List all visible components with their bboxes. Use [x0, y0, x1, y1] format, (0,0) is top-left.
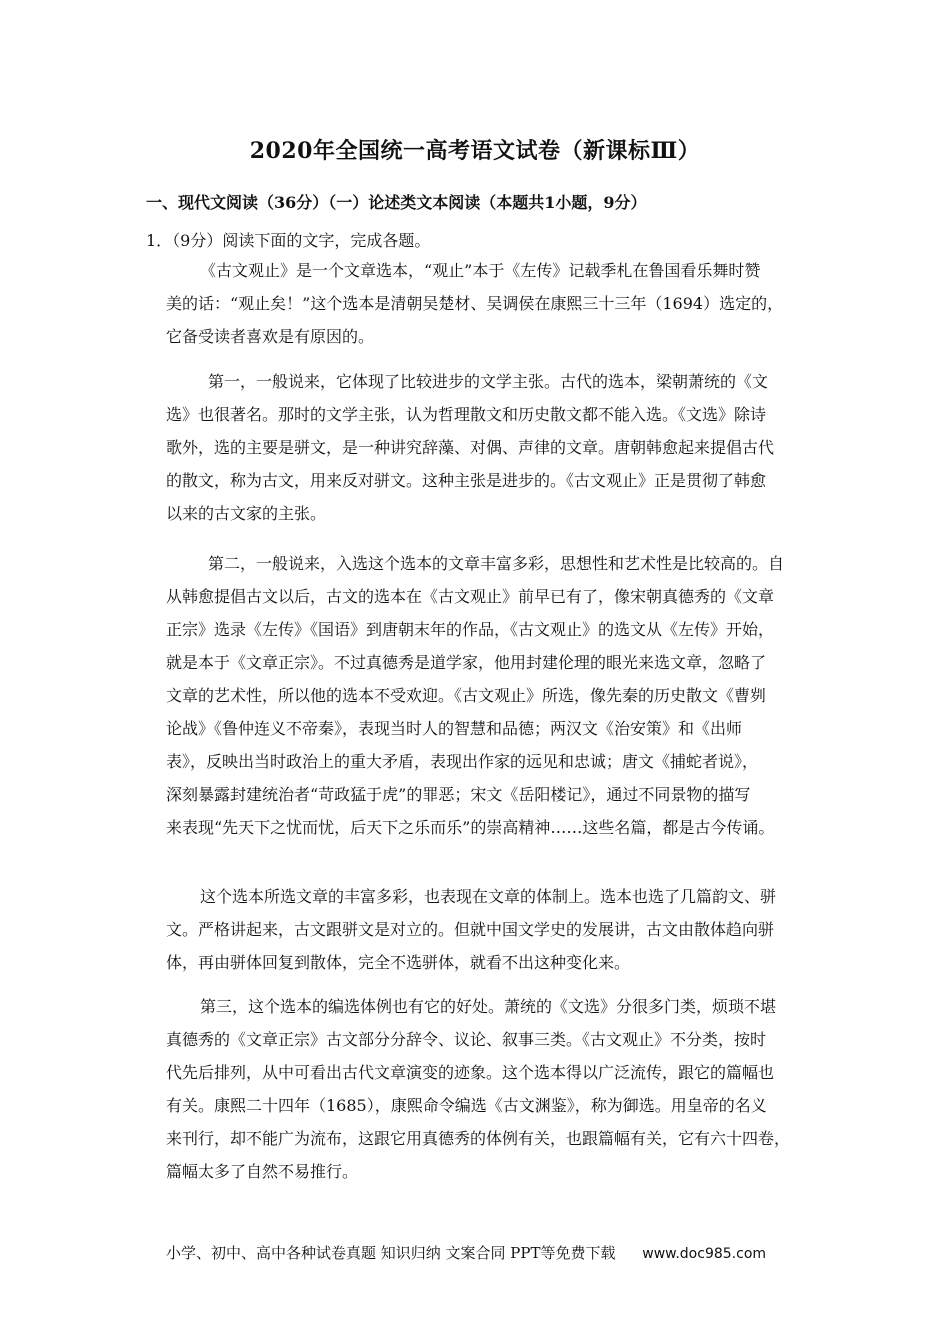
page-title: 2020年全国统一高考语文试卷（新课标Ⅲ） — [249, 138, 701, 164]
text-line: 体，再由骈体回复到散体，完全不选骈体，就看不出这种变化来。 — [166, 953, 631, 972]
paragraph-5 — [166, 990, 806, 1188]
text-line: 正宗》选录《左传》《国语》到唐朝末年的作品，《古文观止》的选文从《左传》开始， — [166, 620, 775, 639]
text-line: 有关。康熙二十四年（1685），康熙命令编选《古文渊鉴》，称为御选。用皇帝的名义 — [166, 1096, 767, 1115]
text-line: 第一，一般说来，它体现了比较进步的文学主张。古代的选本，梁朝萧统的《文 — [208, 372, 769, 391]
text-line: 歌外，选的主要是骈文，是一种讲究辞藻、对偶、声律的文章。唐朝韩愈起来提倡古代 — [166, 438, 775, 457]
text-line: 表》，反映出当时政治上的重大矛盾，表现出作家的远见和忠诚；唐文《捕蛇者说》， — [166, 752, 759, 771]
page-footer — [166, 1242, 766, 1263]
text-line: 《古文观止》是一个文章选本，“观止”本于《左传》记载季札在鲁国看乐舞时赞 — [200, 261, 761, 280]
text-line: 文。严格讲起来，古文跟骈文是对立的。但就中国文学史的发展讲，古文由散体趋向骈 — [166, 920, 775, 939]
text-line: 就是本于《文章正宗》。不过真德秀是道学家，他用封建伦理的眼光来选文章，忽略了 — [166, 653, 767, 672]
question-intro: 1．（9分）阅读下面的文字，完成各题。 — [146, 231, 431, 250]
text-line: 美的话：“观止矣！”这个选本是清朝吴楚材、吴调侯在康熙三十三年（1694）选定的， — [166, 294, 784, 313]
text-line: 论战》《鲁仲连义不帝秦》，表现当时人的智慧和品德；两汉文《治安策》和《出师 — [166, 719, 743, 738]
text-line: 篇幅太多了自然不易推行。 — [166, 1162, 359, 1181]
text-line: 以来的古文家的主张。 — [166, 504, 327, 523]
text-line: 代先后排列，从中可看出古代文章演变的迹象。这个选本得以广泛流传，跟它的篇幅也 — [166, 1063, 775, 1082]
text-line: 它备受读者喜欢是有原因的。 — [166, 327, 375, 346]
footer-text: 小学、初中、高中各种试卷真题 知识归纳 文案合同 PPT等免费下载 — [166, 1244, 616, 1262]
paragraph-3 — [166, 547, 806, 844]
text-line: 真德秀的《文章正宗》古文部分分辞令、议论、叙事三类。《古文观止》不分类，按时 — [166, 1030, 767, 1049]
text-line: 文章的艺术性，所以他的选本不受欢迎。《古文观止》所选，像先秦的历史散文《曹刿 — [166, 686, 767, 705]
text-line: 深刻暴露封建统治者“苛政猛于虎”的罪恶；宋文《岳阳楼记》，通过不同景物的描写 — [166, 785, 751, 804]
section-heading: 一、现代文阅读（36分）（一）论述类文本阅读（本题共1小题，9分） — [146, 193, 647, 212]
text-line: 从韩愈提倡古文以后，古文的选本在《古文观止》前早已有了，像宋朝真德秀的《文章 — [166, 587, 775, 606]
text-line: 第三，这个选本的编选体例也有它的好处。萧统的《文选》分很多门类，烦琐不堪 — [200, 997, 777, 1016]
paragraph-4 — [166, 880, 806, 979]
text-line: 的散文，称为古文，用来反对骈文。这种主张是进步的。《古文观止》正是贯彻了韩愈 — [166, 471, 767, 490]
text-line: 选》也很著名。那时的文学主张，认为哲理散文和历史散文都不能入选。《文选》除诗 — [166, 405, 767, 424]
paragraph-1 — [166, 254, 806, 353]
paragraph-2 — [166, 365, 806, 530]
text-line: 第二，一般说来，入选这个选本的文章丰富多彩，思想性和艺术性是比较高的。自 — [208, 554, 785, 573]
text-line: 来刊行，却不能广为流布，这跟它用真德秀的体例有关，也跟篇幅有关，它有六十四卷， — [166, 1129, 791, 1148]
footer-url-link[interactable]: www.doc985.com — [642, 1246, 767, 1262]
text-line: 来表现“先天下之忧而忧，后天下之乐而乐”的崇高精神……这些名篇，都是古今传诵。 — [166, 818, 775, 837]
text-line: 这个选本所选文章的丰富多彩，也表现在文章的体制上。选本也选了几篇韵文、骈 — [200, 887, 777, 906]
